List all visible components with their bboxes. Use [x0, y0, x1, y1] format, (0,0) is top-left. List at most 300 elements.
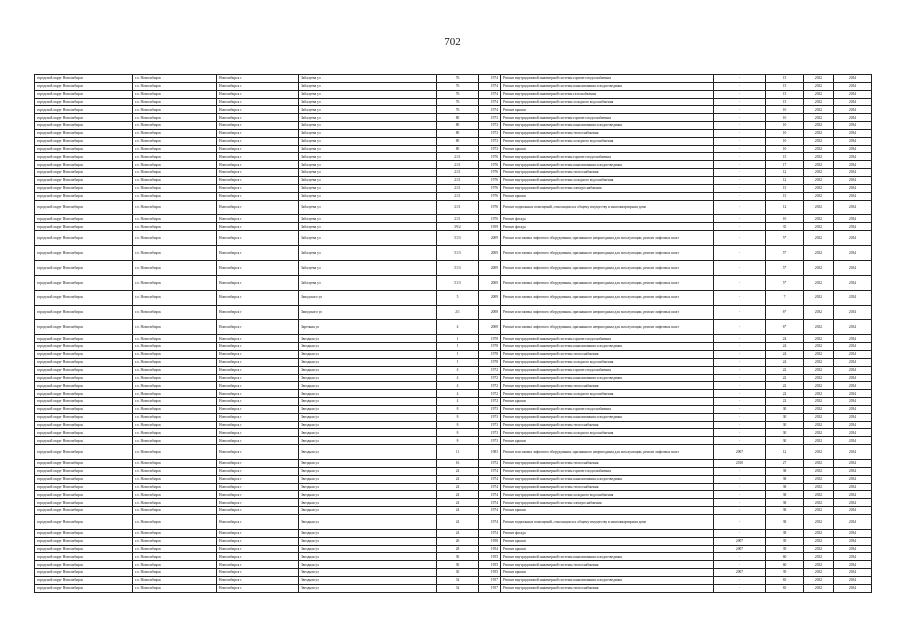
- municipal-district-cell: г.о. Новосибирск: [133, 231, 217, 246]
- table-row: [35, 260, 872, 275]
- plan-end-year-cell: 2034: [834, 467, 872, 475]
- municipal-district-cell: г.о. Новосибирск: [133, 137, 217, 145]
- service-life-cell: 24: [766, 335, 804, 343]
- work-type-cell: Ремонт или замена лифтового оборудования, признанного непригодным для эксплуатации, ремонт лифтовых шахт: [501, 231, 714, 246]
- plan-end-year-cell: 2034: [834, 106, 872, 114]
- work-type-cell: Ремонт внутридомовой инженерной системы канализования и водоотведения: [501, 576, 714, 584]
- last-repair-year-cell: 2007: [714, 445, 766, 460]
- plan-start-year-cell: 2032: [804, 374, 834, 382]
- municipal-district-cell: г.о. Новосибирск: [133, 545, 217, 553]
- work-type-cell: Ремонт внутридомовой инженерной системы горячего водоснабжения: [501, 75, 714, 83]
- work-type-cell: Ремонт внутридомовой инженерной системы теплоснабжения: [501, 169, 714, 177]
- locality-cell: Новосибирск г: [217, 398, 299, 406]
- work-type-cell: Ремонт или замена лифтового оборудования, признанного непригодным для эксплуатации, ремонт лифтовых шахт: [501, 320, 714, 335]
- municipal-district-cell: г.о. Новосибирск: [133, 192, 217, 200]
- table-row: [35, 561, 872, 569]
- last-repair-year-cell: -: [714, 176, 766, 184]
- street-cell: Звездная ул: [299, 374, 437, 382]
- last-repair-year-cell: -: [714, 343, 766, 351]
- house-number-cell: 1: [437, 351, 479, 359]
- service-life-cell: 15: [766, 184, 804, 192]
- plan-start-year-cell: 2032: [804, 114, 834, 122]
- build-year-cell: 1976: [479, 200, 501, 215]
- work-type-cell: Ремонт внутридомовой инженерной системы теплоснабжения: [501, 382, 714, 390]
- work-type-cell: Ремонт внутридомовой инженерной системы теплоснабжения: [501, 421, 714, 429]
- build-year-cell: 1983: [479, 445, 501, 460]
- plan-end-year-cell: 2034: [834, 507, 872, 515]
- plan-end-year-cell: 2034: [834, 169, 872, 177]
- municipal-district-cell: г.о. Новосибирск: [133, 90, 217, 98]
- locality-cell: Новосибирск г: [217, 176, 299, 184]
- house-number-cell: 21/1: [437, 169, 479, 177]
- service-life-cell: 17: [766, 161, 804, 169]
- municipality-cell: городской округ Новосибирск: [35, 569, 133, 577]
- house-number-cell: 51/3: [437, 245, 479, 260]
- municipality-cell: городской округ Новосибирск: [35, 545, 133, 553]
- plan-start-year-cell: 2032: [804, 545, 834, 553]
- build-year-cell: 1973: [479, 413, 501, 421]
- plan-start-year-cell: 2032: [804, 405, 834, 413]
- plan-end-year-cell: 2034: [834, 445, 872, 460]
- plan-start-year-cell: 2032: [804, 445, 834, 460]
- table-row: [35, 290, 872, 305]
- municipality-cell: городской округ Новосибирск: [35, 537, 133, 545]
- work-type-cell: Ремонт внутридомовой инженерной системы горячего водоснабжения: [501, 366, 714, 374]
- work-type-cell: Ремонт внутридомовой инженерной системы канализования и водоотведения: [501, 553, 714, 561]
- house-number-cell: 4: [437, 390, 479, 398]
- plan-start-year-cell: 2032: [804, 335, 834, 343]
- last-repair-year-cell: -: [714, 200, 766, 215]
- build-year-cell: 2008: [479, 305, 501, 320]
- work-type-cell: Ремонт внутридомовой инженерной системы горячего водоснабжения: [501, 467, 714, 475]
- municipality-cell: городской округ Новосибирск: [35, 405, 133, 413]
- house-number-cell: 21/1: [437, 192, 479, 200]
- plan-end-year-cell: 2034: [834, 153, 872, 161]
- service-life-cell: 39: [766, 569, 804, 577]
- municipal-district-cell: г.о. Новосибирск: [133, 576, 217, 584]
- plan-end-year-cell: 2034: [834, 366, 872, 374]
- service-life-cell: 6*: [766, 320, 804, 335]
- table-row: [35, 169, 872, 177]
- municipal-district-cell: г.о. Новосибирск: [133, 320, 217, 335]
- plan-start-year-cell: 2032: [804, 184, 834, 192]
- last-repair-year-cell: -: [714, 106, 766, 114]
- house-number-cell: 39/2: [437, 223, 479, 231]
- table-row: [35, 537, 872, 545]
- locality-cell: Новосибирск г: [217, 576, 299, 584]
- municipality-cell: городской округ Новосибирск: [35, 245, 133, 260]
- last-repair-year-cell: -: [714, 82, 766, 90]
- build-year-cell: 1973: [479, 129, 501, 137]
- municipal-district-cell: г.о. Новосибирск: [133, 351, 217, 359]
- municipality-cell: городской округ Новосибирск: [35, 184, 133, 192]
- street-cell: Звездная ул: [299, 366, 437, 374]
- last-repair-year-cell: -: [714, 499, 766, 507]
- work-type-cell: Ремонт крыши: [501, 437, 714, 445]
- service-life-cell: 30: [766, 429, 804, 437]
- plan-start-year-cell: 2032: [804, 98, 834, 106]
- build-year-cell: 1974: [479, 529, 501, 537]
- work-type-cell: Ремонт крыши: [501, 507, 714, 515]
- municipal-district-cell: г.о. Новосибирск: [133, 358, 217, 366]
- house-number-cell: 11: [437, 445, 479, 460]
- municipal-district-cell: г.о. Новосибирск: [133, 106, 217, 114]
- last-repair-year-cell: -: [714, 413, 766, 421]
- plan-start-year-cell: 2032: [804, 529, 834, 537]
- municipal-district-cell: г.о. Новосибирск: [133, 98, 217, 106]
- table-row: [35, 545, 872, 553]
- municipal-district-cell: г.о. Новосибирск: [133, 382, 217, 390]
- last-repair-year-cell: -: [714, 561, 766, 569]
- house-number-cell: 24: [437, 475, 479, 483]
- build-year-cell: 1955: [479, 569, 501, 577]
- plan-start-year-cell: 2032: [804, 553, 834, 561]
- locality-cell: Новосибирск г: [217, 421, 299, 429]
- street-cell: Звездная ул: [299, 537, 437, 545]
- last-repair-year-cell: -: [714, 223, 766, 231]
- last-repair-year-cell: -: [714, 290, 766, 305]
- plan-end-year-cell: 2034: [834, 290, 872, 305]
- last-repair-year-cell: -: [714, 245, 766, 260]
- build-year-cell: 1978: [479, 351, 501, 359]
- municipality-cell: городской округ Новосибирск: [35, 445, 133, 460]
- build-year-cell: 1974: [479, 98, 501, 106]
- street-cell: Забалуева ул: [299, 122, 437, 130]
- street-cell: Звездная ул: [299, 445, 437, 460]
- municipal-district-cell: г.о. Новосибирск: [133, 569, 217, 577]
- build-year-cell: 1973: [479, 114, 501, 122]
- table-row: [35, 398, 872, 406]
- build-year-cell: 1978: [479, 358, 501, 366]
- municipality-cell: городской округ Новосибирск: [35, 137, 133, 145]
- work-type-cell: Ремонт внутридомовой инженерной системы холодного водоснабжения: [501, 98, 714, 106]
- build-year-cell: 1974: [479, 82, 501, 90]
- street-cell: Звездная ул: [299, 475, 437, 483]
- table-row: [35, 231, 872, 246]
- locality-cell: Новосибирск г: [217, 305, 299, 320]
- house-number-cell: 80: [437, 137, 479, 145]
- service-life-cell: 24: [766, 351, 804, 359]
- build-year-cell: 2009: [479, 231, 501, 246]
- last-repair-year-cell: -: [714, 475, 766, 483]
- service-life-cell: 65: [766, 576, 804, 584]
- plan-end-year-cell: 2034: [834, 161, 872, 169]
- municipality-cell: городской округ Новосибирск: [35, 553, 133, 561]
- municipal-district-cell: г.о. Новосибирск: [133, 153, 217, 161]
- build-year-cell: 1973: [479, 137, 501, 145]
- house-number-cell: 5: [437, 290, 479, 305]
- build-year-cell: 1972: [479, 460, 501, 468]
- work-type-cell: Ремонт внутридомовой инженерной системы горячего водоснабжения: [501, 405, 714, 413]
- work-type-cell: Ремонт внутридомовой инженерной системы теплоснабжения: [501, 460, 714, 468]
- last-repair-year-cell: -: [714, 390, 766, 398]
- plan-end-year-cell: 2034: [834, 145, 872, 153]
- work-type-cell: Ремонт или замена лифтового оборудования, признанного непригодным для эксплуатации, ремонт лифтовых шахт: [501, 275, 714, 290]
- work-type-cell: Ремонт внутридомовой инженерной системы холодного водоснабжения: [501, 491, 714, 499]
- plan-start-year-cell: 2032: [804, 320, 834, 335]
- street-cell: Звездная ул: [299, 437, 437, 445]
- municipal-district-cell: г.о. Новосибирск: [133, 343, 217, 351]
- last-repair-year-cell: -: [714, 75, 766, 83]
- house-number-cell: 30: [437, 553, 479, 561]
- municipal-district-cell: г.о. Новосибирск: [133, 145, 217, 153]
- plan-end-year-cell: 2034: [834, 374, 872, 382]
- build-year-cell: 1972: [479, 366, 501, 374]
- service-life-cell: 6*: [766, 305, 804, 320]
- plan-start-year-cell: 2032: [804, 514, 834, 529]
- last-repair-year-cell: -: [714, 184, 766, 192]
- table-row: [35, 405, 872, 413]
- plan-start-year-cell: 2032: [804, 499, 834, 507]
- locality-cell: Новосибирск г: [217, 98, 299, 106]
- locality-cell: Новосибирск г: [217, 499, 299, 507]
- house-number-cell: 32: [437, 576, 479, 584]
- locality-cell: Новосибирск г: [217, 223, 299, 231]
- plan-end-year-cell: 2034: [834, 245, 872, 260]
- municipality-cell: городской округ Новосибирск: [35, 75, 133, 83]
- locality-cell: Новосибирск г: [217, 82, 299, 90]
- street-cell: Заводского ул: [299, 305, 437, 320]
- municipality-cell: городской округ Новосибирск: [35, 507, 133, 515]
- work-type-cell: Ремонт крыши: [501, 145, 714, 153]
- locality-cell: Новосибирск г: [217, 561, 299, 569]
- plan-end-year-cell: 2034: [834, 390, 872, 398]
- municipality-cell: городской округ Новосибирск: [35, 351, 133, 359]
- plan-end-year-cell: 2034: [834, 529, 872, 537]
- plan-start-year-cell: 2032: [804, 161, 834, 169]
- service-life-cell: 5*: [766, 275, 804, 290]
- locality-cell: Новосибирск г: [217, 137, 299, 145]
- street-cell: Звездная ул: [299, 467, 437, 475]
- street-cell: Звездная ул: [299, 483, 437, 491]
- locality-cell: Новосибирск г: [217, 153, 299, 161]
- municipality-cell: городской округ Новосибирск: [35, 145, 133, 153]
- house-number-cell: 76: [437, 90, 479, 98]
- table-row: [35, 421, 872, 429]
- plan-start-year-cell: 2032: [804, 483, 834, 491]
- street-cell: Звездная ул: [299, 514, 437, 529]
- table-row: [35, 351, 872, 359]
- work-type-cell: Ремонт внутридомовой инженерной системы теплоснабжения: [501, 584, 714, 592]
- locality-cell: Новосибирск г: [217, 75, 299, 83]
- last-repair-year-cell: -: [714, 114, 766, 122]
- plan-end-year-cell: 2034: [834, 460, 872, 468]
- service-life-cell: 60: [766, 553, 804, 561]
- build-year-cell: 1976: [479, 176, 501, 184]
- locality-cell: Новосибирск г: [217, 545, 299, 553]
- table-row: [35, 200, 872, 215]
- municipal-district-cell: г.о. Новосибирск: [133, 460, 217, 468]
- table-row: [35, 106, 872, 114]
- table-row: [35, 374, 872, 382]
- plan-start-year-cell: 2032: [804, 569, 834, 577]
- plan-start-year-cell: 2032: [804, 475, 834, 483]
- house-number-cell: 76: [437, 75, 479, 83]
- municipality-cell: городской округ Новосибирск: [35, 260, 133, 275]
- house-number-cell: 80: [437, 145, 479, 153]
- plan-start-year-cell: 2032: [804, 260, 834, 275]
- service-life-cell: 15: [766, 192, 804, 200]
- street-cell: Звездная ул: [299, 429, 437, 437]
- street-cell: Звездная ул: [299, 576, 437, 584]
- last-repair-year-cell: -: [714, 429, 766, 437]
- municipality-cell: городской округ Новосибирск: [35, 153, 133, 161]
- last-repair-year-cell: -: [714, 507, 766, 515]
- work-type-cell: Ремонт фасада: [501, 223, 714, 231]
- build-year-cell: 1973: [479, 145, 501, 153]
- municipal-district-cell: г.о. Новосибирск: [133, 475, 217, 483]
- work-type-cell: Ремонт внутридомовой инженерной системы канализования и водоотведения: [501, 374, 714, 382]
- last-repair-year-cell: -: [714, 129, 766, 137]
- service-life-cell: 24: [766, 343, 804, 351]
- table-row: [35, 192, 872, 200]
- plan-end-year-cell: 2034: [834, 398, 872, 406]
- work-type-cell: Ремонт крыши: [501, 106, 714, 114]
- plan-end-year-cell: 2034: [834, 413, 872, 421]
- municipality-cell: городской округ Новосибирск: [35, 129, 133, 137]
- plan-start-year-cell: 2032: [804, 358, 834, 366]
- build-year-cell: 1974: [479, 499, 501, 507]
- municipality-cell: городской округ Новосибирск: [35, 275, 133, 290]
- service-life-cell: 15: [766, 82, 804, 90]
- locality-cell: Новосибирск г: [217, 129, 299, 137]
- plan-start-year-cell: 2032: [804, 351, 834, 359]
- house-number-cell: 24: [437, 529, 479, 537]
- street-cell: Звездная ул: [299, 584, 437, 592]
- build-year-cell: 2009: [479, 260, 501, 275]
- build-year-cell: 1973: [479, 405, 501, 413]
- municipal-district-cell: г.о. Новосибирск: [133, 82, 217, 90]
- build-year-cell: 1974: [479, 90, 501, 98]
- plan-end-year-cell: 2034: [834, 382, 872, 390]
- table-row: [35, 320, 872, 335]
- table-row: [35, 467, 872, 475]
- house-number-cell: 80: [437, 122, 479, 130]
- municipality-cell: городской округ Новосибирск: [35, 114, 133, 122]
- plan-end-year-cell: 2034: [834, 343, 872, 351]
- municipal-district-cell: г.о. Новосибирск: [133, 390, 217, 398]
- last-repair-year-cell: -: [714, 90, 766, 98]
- municipality-cell: городской округ Новосибирск: [35, 483, 133, 491]
- locality-cell: Новосибирск г: [217, 114, 299, 122]
- work-type-cell: Ремонт внутридомовой инженерной системы канализования и водоотведения: [501, 343, 714, 351]
- work-type-cell: Ремонт внутридомовой инженерной системы теплоснабжения: [501, 351, 714, 359]
- service-life-cell: 38: [766, 475, 804, 483]
- last-repair-year-cell: -: [714, 483, 766, 491]
- locality-cell: Новосибирск г: [217, 467, 299, 475]
- service-life-cell: 12: [766, 200, 804, 215]
- house-number-cell: 30: [437, 569, 479, 577]
- table-row: [35, 514, 872, 529]
- work-type-cell: Ремонт крыши: [501, 398, 714, 406]
- municipality-cell: городской округ Новосибирск: [35, 343, 133, 351]
- service-life-cell: 30: [766, 421, 804, 429]
- house-number-cell: 76: [437, 98, 479, 106]
- plan-start-year-cell: 2032: [804, 429, 834, 437]
- plan-start-year-cell: 2032: [804, 421, 834, 429]
- table-row: [35, 491, 872, 499]
- service-life-cell: 38: [766, 514, 804, 529]
- service-life-cell: 27: [766, 460, 804, 468]
- last-repair-year-cell: -: [714, 305, 766, 320]
- street-cell: Забалуева ул: [299, 169, 437, 177]
- service-life-cell: 22: [766, 398, 804, 406]
- locality-cell: Новосибирск г: [217, 90, 299, 98]
- municipal-district-cell: г.о. Новосибирск: [133, 445, 217, 460]
- plan-end-year-cell: 2034: [834, 335, 872, 343]
- municipality-cell: городской округ Новосибирск: [35, 460, 133, 468]
- table-row: [35, 215, 872, 223]
- municipal-district-cell: г.о. Новосибирск: [133, 260, 217, 275]
- municipality-cell: городской округ Новосибирск: [35, 398, 133, 406]
- plan-start-year-cell: 2032: [804, 75, 834, 83]
- build-year-cell: 1974: [479, 491, 501, 499]
- locality-cell: Новосибирск г: [217, 507, 299, 515]
- service-life-cell: 10: [766, 106, 804, 114]
- house-number-cell: 1: [437, 358, 479, 366]
- build-year-cell: 1976: [479, 184, 501, 192]
- street-cell: Звездная ул: [299, 529, 437, 537]
- locality-cell: Новосибирск г: [217, 169, 299, 177]
- table-row: [35, 122, 872, 130]
- house-number-cell: 51/3: [437, 275, 479, 290]
- municipal-district-cell: г.о. Новосибирск: [133, 514, 217, 529]
- plan-end-year-cell: 2034: [834, 358, 872, 366]
- last-repair-year-cell: 2007: [714, 569, 766, 577]
- plan-end-year-cell: 2034: [834, 421, 872, 429]
- last-repair-year-cell: -: [714, 437, 766, 445]
- work-type-cell: Ремонт внутридомовой инженерной системы холодного водоснабжения: [501, 137, 714, 145]
- service-life-cell: 22: [766, 390, 804, 398]
- locality-cell: Новосибирск г: [217, 358, 299, 366]
- table-row: [35, 429, 872, 437]
- street-cell: Звездная ул: [299, 553, 437, 561]
- municipality-cell: городской округ Новосибирск: [35, 491, 133, 499]
- work-type-cell: Ремонт внутридомовой инженерной системы горячего водоснабжения: [501, 114, 714, 122]
- work-type-cell: Ремонт внутридомовой инженерной системы электроснабжения: [501, 499, 714, 507]
- municipal-district-cell: г.о. Новосибирск: [133, 245, 217, 260]
- plan-start-year-cell: 2032: [804, 467, 834, 475]
- build-year-cell: 1973: [479, 122, 501, 130]
- municipal-district-cell: г.о. Новосибирск: [133, 561, 217, 569]
- locality-cell: Новосибирск г: [217, 529, 299, 537]
- municipal-district-cell: г.о. Новосибирск: [133, 114, 217, 122]
- service-life-cell: 38: [766, 499, 804, 507]
- locality-cell: Новосибирск г: [217, 145, 299, 153]
- locality-cell: Новосибирск г: [217, 413, 299, 421]
- service-life-cell: 22: [766, 366, 804, 374]
- plan-end-year-cell: 2034: [834, 176, 872, 184]
- house-number-cell: 21/1: [437, 176, 479, 184]
- service-life-cell: 15: [766, 153, 804, 161]
- municipal-district-cell: г.о. Новосибирск: [133, 537, 217, 545]
- service-life-cell: 10: [766, 145, 804, 153]
- build-year-cell: 1973: [479, 429, 501, 437]
- table-row: [35, 358, 872, 366]
- plan-end-year-cell: 2034: [834, 405, 872, 413]
- locality-cell: Новосибирск г: [217, 260, 299, 275]
- service-life-cell: 7: [766, 290, 804, 305]
- street-cell: Забалуева ул: [299, 161, 437, 169]
- work-type-cell: Ремонт внутридомовой инженерной системы холодного водоснабжения: [501, 390, 714, 398]
- plan-start-year-cell: 2032: [804, 390, 834, 398]
- build-year-cell: 1974: [479, 75, 501, 83]
- municipality-cell: городской округ Новосибирск: [35, 192, 133, 200]
- work-type-cell: Ремонт или замена лифтового оборудования, признанного непригодным для эксплуатации, ремонт лифтовых шахт: [501, 260, 714, 275]
- plan-end-year-cell: 2034: [834, 223, 872, 231]
- plan-start-year-cell: 2032: [804, 153, 834, 161]
- last-repair-year-cell: -: [714, 398, 766, 406]
